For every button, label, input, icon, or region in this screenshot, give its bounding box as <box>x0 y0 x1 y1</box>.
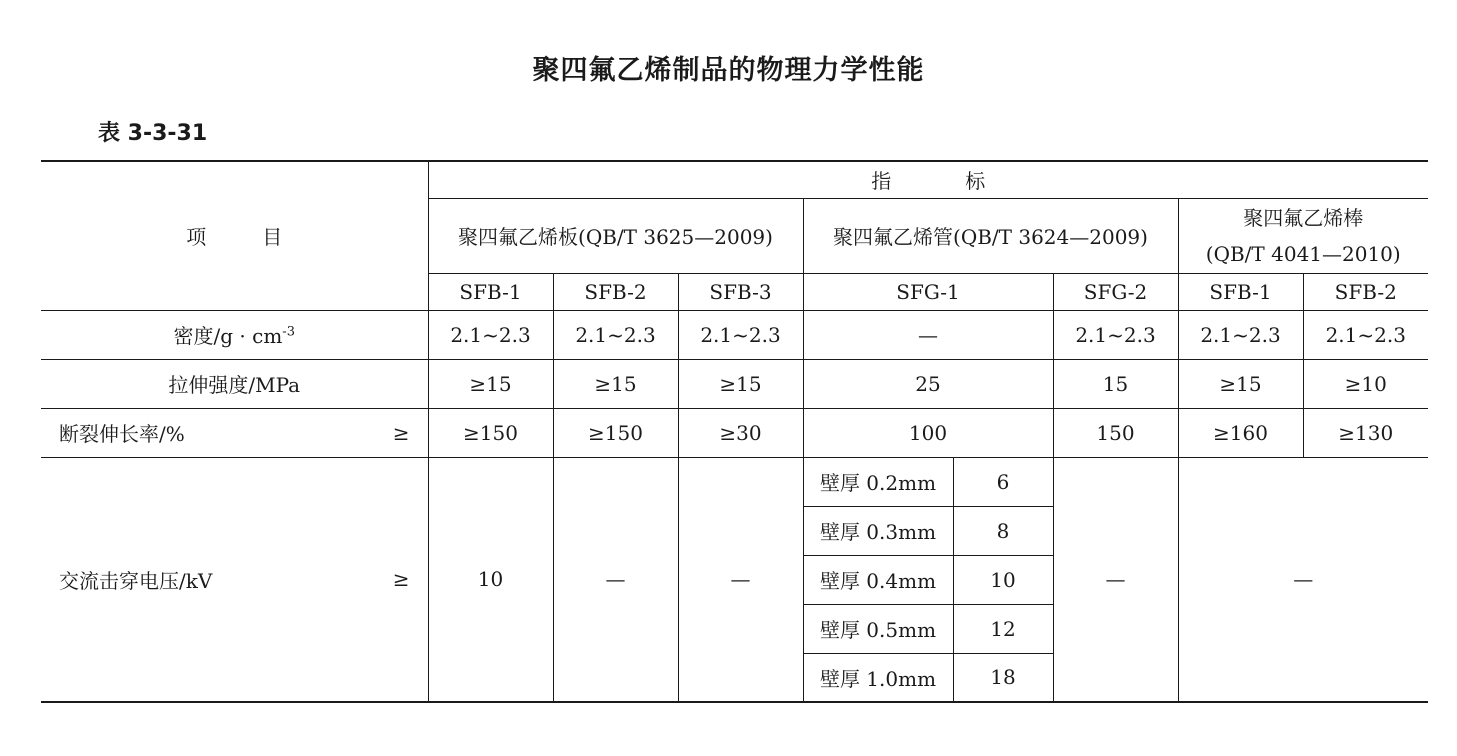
table-cell: ≥10 <box>1303 359 1428 408</box>
row-label-elongation <box>41 408 428 457</box>
breakdown-label-text: 交流击穿电压/kV <box>59 568 213 593</box>
table-row-breakdown <box>41 457 1428 506</box>
tube-breakdown-value: 8 <box>953 506 1053 555</box>
tube-breakdown-value: 18 <box>953 653 1053 702</box>
table-cell: 2.1~2.3 <box>1303 310 1428 359</box>
index-header-char-1: 指 <box>871 169 892 194</box>
table-row-density <box>41 310 1428 359</box>
table-cell: ≥15 <box>553 359 678 408</box>
grade-rod-sfb-2: SFB-2 <box>1303 273 1428 310</box>
density-unit-exponent: -3 <box>282 324 295 340</box>
tube-wall-thickness: 壁厚 0.3mm <box>803 506 953 555</box>
density-label-text: 密度/g · cm <box>173 324 283 348</box>
table-cell: 150 <box>1053 408 1178 457</box>
table-cell: ≥15 <box>428 359 553 408</box>
elongation-label-text: 断裂伸长率/% <box>59 422 185 446</box>
table-cell: ≥130 <box>1303 408 1428 457</box>
grade-sfg-1: SFG-1 <box>803 273 1053 310</box>
table-cell: 2.1~2.3 <box>678 310 803 359</box>
table-cell: 25 <box>803 359 1053 408</box>
table-cell: ≥150 <box>428 408 553 457</box>
group-board: 聚四氟乙烯板(QB/T 3625—2009) <box>428 198 803 273</box>
row-label-tensile: 拉伸强度/MPa <box>41 359 428 408</box>
tube-wall-thickness: 壁厚 0.5mm <box>803 604 953 653</box>
tube-breakdown-value: 10 <box>953 555 1053 604</box>
grade-sfb-3: SFB-3 <box>678 273 803 310</box>
elongation-sign: ≥ <box>392 420 410 445</box>
table-cell: 100 <box>803 408 1053 457</box>
table-row-elongation <box>41 408 1428 457</box>
properties-table <box>41 160 1428 703</box>
grade-sfg-2: SFG-2 <box>1053 273 1178 310</box>
table-number: 表 3-3-31 <box>98 121 208 146</box>
table-cell: — <box>553 457 678 702</box>
grade-sfb-2: SFB-2 <box>553 273 678 310</box>
table-cell: 2.1~2.3 <box>553 310 678 359</box>
index-header <box>428 161 1428 198</box>
grade-sfb-1: SFB-1 <box>428 273 553 310</box>
item-header-char-2: 目 <box>262 225 283 250</box>
tube-wall-thickness: 壁厚 1.0mm <box>803 653 953 702</box>
tube-wall-thickness: 壁厚 0.2mm <box>803 457 953 506</box>
table-cell: — <box>803 310 1053 359</box>
table-cell: — <box>1178 457 1428 702</box>
group-rod-name: 聚四氟乙烯棒 <box>1243 205 1364 230</box>
table-cell: — <box>1053 457 1178 702</box>
table-cell: ≥30 <box>678 408 803 457</box>
table-cell: ≥160 <box>1178 408 1303 457</box>
grade-rod-sfb-1: SFB-1 <box>1178 273 1303 310</box>
item-header <box>41 161 428 310</box>
tube-breakdown-value: 6 <box>953 457 1053 506</box>
table-cell: 10 <box>428 457 553 702</box>
index-header-char-2: 标 <box>965 169 986 194</box>
item-header-char-1: 项 <box>186 225 207 250</box>
table-cell: — <box>678 457 803 702</box>
row-label-breakdown <box>41 457 428 702</box>
page-title: 聚四氟乙烯制品的物理力学性能 <box>532 55 925 86</box>
row-label-density <box>41 310 428 359</box>
table-cell: 2.1~2.3 <box>1178 310 1303 359</box>
table-cell: ≥150 <box>553 408 678 457</box>
table-cell: ≥15 <box>678 359 803 408</box>
table-cell: 2.1~2.3 <box>428 310 553 359</box>
table-row-tensile <box>41 359 1428 408</box>
tube-breakdown-value: 12 <box>953 604 1053 653</box>
tube-wall-thickness: 壁厚 0.4mm <box>803 555 953 604</box>
header-row-index <box>41 161 1428 198</box>
breakdown-sign: ≥ <box>392 567 410 592</box>
group-tube: 聚四氟乙烯管(QB/T 3624—2009) <box>803 198 1178 273</box>
table-cell: 15 <box>1053 359 1178 408</box>
group-rod-standard: (QB/T 4041—2010) <box>1205 241 1401 266</box>
table-cell: 2.1~2.3 <box>1053 310 1178 359</box>
group-rod <box>1178 198 1428 273</box>
table-cell: ≥15 <box>1178 359 1303 408</box>
